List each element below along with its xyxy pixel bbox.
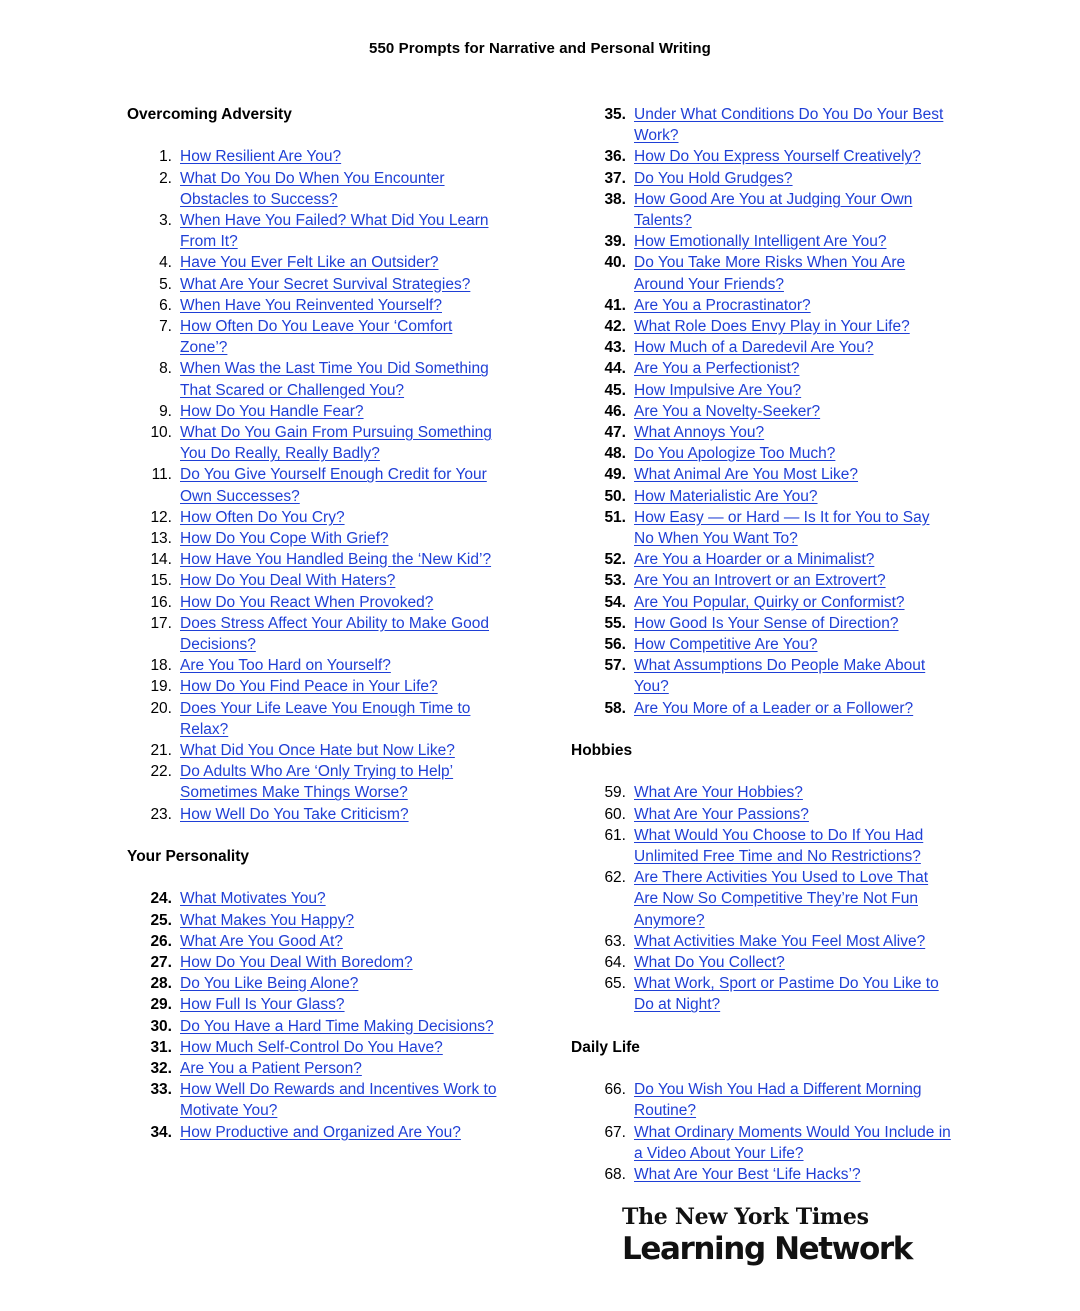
prompt-item bbox=[127, 1016, 537, 1037]
prompt-link[interactable]: Are You a Perfectionist? bbox=[634, 360, 800, 378]
prompt-number: 50. bbox=[604, 487, 626, 505]
prompt-item bbox=[127, 358, 537, 400]
prompt-link[interactable]: When Have You Failed? What Did You Learn From It? bbox=[180, 211, 489, 251]
prompt-item bbox=[127, 507, 537, 528]
prompt-number: 47. bbox=[604, 424, 626, 442]
prompt-item bbox=[571, 973, 991, 1015]
left-column bbox=[127, 104, 537, 1143]
prompt-number: 28. bbox=[150, 975, 172, 993]
prompt-number: 12. bbox=[150, 508, 172, 526]
prompt-item bbox=[127, 252, 537, 273]
prompt-link[interactable]: What Assumptions Do People Make About You? bbox=[634, 657, 926, 696]
prompt-number: 3. bbox=[159, 211, 172, 229]
prompt-item bbox=[571, 252, 991, 294]
prompt-item bbox=[571, 146, 991, 167]
prompt-item bbox=[571, 634, 991, 655]
prompt-number: 62. bbox=[604, 869, 626, 887]
prompt-number: 32. bbox=[150, 1060, 172, 1078]
prompt-item bbox=[127, 804, 537, 825]
prompt-number: 37. bbox=[604, 169, 626, 187]
prompt-link[interactable]: Does Your Life Leave You Enough Time to Relax? bbox=[180, 699, 471, 738]
prompt-link[interactable]: Do You Hold Grudges? bbox=[634, 169, 793, 187]
prompt-link[interactable]: What Would You Choose to Do If You Had Unlimited Free Time and No Restrictions? bbox=[634, 826, 924, 866]
prompt-item bbox=[127, 592, 537, 613]
prompt-number: 1. bbox=[159, 148, 172, 166]
prompt-link[interactable]: How Do You Deal With Haters? bbox=[180, 572, 396, 590]
prompt-number: 67. bbox=[604, 1123, 626, 1141]
prompt-number: 25. bbox=[150, 911, 172, 929]
prompt-link[interactable]: Are You Popular, Quirky or Conformist? bbox=[634, 593, 905, 611]
prompt-number: 16. bbox=[150, 593, 172, 611]
logo-line-learning-network: Learning Network bbox=[622, 1231, 912, 1267]
prompt-link[interactable]: How Do You Cope With Grief? bbox=[180, 530, 389, 548]
prompt-link[interactable]: How Impulsive Are You? bbox=[634, 381, 802, 399]
prompt-link[interactable]: Are You an Introvert or an Extrovert? bbox=[634, 572, 886, 590]
prompt-number: 22. bbox=[150, 763, 172, 781]
prompt-link[interactable]: When Have You Reinvented Yourself? bbox=[180, 296, 442, 314]
prompt-link[interactable]: What Do You Gain From Pursuing Something You Do Really, Really Badly? bbox=[180, 424, 492, 463]
prompt-item bbox=[571, 1164, 991, 1185]
prompt-item bbox=[571, 104, 991, 146]
page-title: 550 Prompts for Narrative and Personal Writing bbox=[369, 40, 711, 57]
prompt-item bbox=[571, 231, 991, 252]
prompt-item bbox=[571, 592, 991, 613]
prompt-link[interactable]: How Do You Deal With Boredom? bbox=[180, 954, 413, 972]
prompt-number: 31. bbox=[150, 1038, 172, 1056]
section-heading-hobbies: Hobbies bbox=[571, 742, 633, 760]
prompt-number: 61. bbox=[604, 826, 626, 844]
prompt-item bbox=[571, 422, 991, 443]
prompt-number: 9. bbox=[159, 402, 172, 420]
prompt-number: 34. bbox=[150, 1123, 172, 1141]
prompt-item bbox=[571, 189, 991, 231]
prompt-number: 54. bbox=[604, 593, 626, 611]
prompt-item bbox=[127, 464, 537, 506]
prompt-link[interactable]: What Work, Sport or Pastime Do You Like to Do at Night? bbox=[634, 975, 939, 1014]
prompt-number: 33. bbox=[150, 1081, 172, 1099]
prompt-item bbox=[571, 613, 991, 634]
prompt-number: 41. bbox=[604, 296, 626, 314]
logo-line-nyt: The New York Times bbox=[622, 1204, 869, 1230]
prompt-item bbox=[571, 1122, 991, 1164]
prompt-item bbox=[571, 316, 991, 337]
heading-spacer bbox=[571, 761, 991, 782]
prompt-link[interactable]: What Ordinary Moments Would You Include in a Video About Your Life? bbox=[634, 1123, 951, 1162]
prompt-link[interactable]: What Motivates You? bbox=[180, 890, 326, 908]
prompt-item bbox=[127, 210, 537, 252]
prompt-item bbox=[127, 1122, 537, 1143]
prompt-item bbox=[571, 867, 991, 931]
prompt-item bbox=[571, 380, 991, 401]
prompt-link[interactable]: How Competitive Are You? bbox=[634, 636, 818, 654]
prompt-item bbox=[127, 676, 537, 697]
prompt-link[interactable]: What Are Your Hobbies? bbox=[634, 784, 803, 802]
section-heading-your-personality: Your Personality bbox=[127, 848, 250, 866]
prompt-number: 30. bbox=[150, 1017, 172, 1035]
prompt-item bbox=[571, 358, 991, 379]
prompt-item bbox=[127, 274, 537, 295]
heading-spacer bbox=[571, 1058, 991, 1079]
right-column bbox=[571, 104, 991, 1185]
prompt-link[interactable]: Are There Activities You Used to Love That Are Now So Competitive They’re Not Fun Anymore? bbox=[634, 869, 929, 929]
prompt-link[interactable]: Are You a Patient Person? bbox=[180, 1060, 362, 1078]
prompt-link[interactable]: How Resilient Are You? bbox=[180, 148, 342, 166]
prompt-link[interactable]: What Role Does Envy Play in Your Life? bbox=[634, 318, 910, 336]
prompt-link[interactable]: Do You Have a Hard Time Making Decisions? bbox=[180, 1017, 494, 1035]
prompt-number: 55. bbox=[604, 614, 626, 632]
prompt-item bbox=[127, 168, 537, 210]
prompt-number: 42. bbox=[604, 318, 626, 336]
prompt-number: 29. bbox=[150, 996, 172, 1014]
prompt-link[interactable]: How Do You Find Peace in Your Life? bbox=[180, 678, 438, 696]
prompt-number: 38. bbox=[604, 190, 626, 208]
prompt-number: 65. bbox=[604, 975, 626, 993]
prompt-item bbox=[127, 761, 537, 803]
prompt-item bbox=[127, 655, 537, 676]
prompt-link[interactable]: How Do You Handle Fear? bbox=[180, 402, 364, 420]
prompt-link[interactable]: What Do You Do When You Encounter Obstacles to Success? bbox=[180, 169, 445, 208]
prompt-item bbox=[127, 1058, 537, 1079]
prompt-link[interactable]: When Was the Last Time You Did Something That Scared or Challenged You? bbox=[180, 360, 489, 399]
prompt-link[interactable]: How Well Do Rewards and Incentives Work to Motivate You? bbox=[180, 1081, 497, 1120]
prompt-link[interactable]: What Animal Are You Most Like? bbox=[634, 466, 859, 484]
prompt-number: 18. bbox=[150, 657, 172, 675]
prompt-number: 45. bbox=[604, 381, 626, 399]
prompt-link[interactable]: What Are Your Passions? bbox=[634, 805, 809, 823]
prompt-link[interactable]: Have You Ever Felt Like an Outsider? bbox=[180, 254, 439, 272]
prompt-number: 57. bbox=[604, 657, 626, 675]
prompt-item bbox=[127, 931, 537, 952]
prompt-item bbox=[127, 613, 537, 655]
prompt-link[interactable]: Are You a Hoarder or a Minimalist? bbox=[634, 551, 875, 569]
prompt-number: 23. bbox=[150, 805, 172, 823]
prompt-number: 10. bbox=[150, 424, 172, 442]
prompt-link[interactable]: How Materialistic Are You? bbox=[634, 487, 818, 505]
prompt-item bbox=[127, 316, 537, 358]
prompt-link[interactable]: Are You a Procrastinator? bbox=[634, 296, 811, 314]
prompt-item bbox=[571, 486, 991, 507]
prompt-number: 35. bbox=[604, 106, 626, 123]
prompt-number: 60. bbox=[604, 805, 626, 823]
prompt-item bbox=[127, 401, 537, 422]
prompt-link[interactable]: How Have You Handled Being the ‘New Kid’? bbox=[180, 551, 492, 569]
prompt-number: 11. bbox=[151, 466, 172, 484]
prompt-number: 19. bbox=[150, 678, 172, 696]
prompt-number: 36. bbox=[604, 148, 626, 166]
prompt-link[interactable]: Under What Conditions Do You Do Your Best Work? bbox=[634, 106, 944, 145]
prompt-item bbox=[127, 740, 537, 761]
prompt-link[interactable]: Do You Take More Risks When You Are Around Your Friends? bbox=[634, 254, 906, 293]
prompt-item bbox=[127, 1037, 537, 1058]
prompt-item bbox=[571, 401, 991, 422]
prompt-number: 20. bbox=[150, 699, 172, 717]
prompt-item bbox=[127, 994, 537, 1015]
prompt-item bbox=[127, 888, 537, 909]
prompt-link[interactable]: Do You Like Being Alone? bbox=[180, 975, 359, 993]
prompt-item bbox=[571, 443, 991, 464]
prompt-number: 52. bbox=[604, 551, 626, 569]
prompt-number: 6. bbox=[159, 296, 172, 314]
prompt-link[interactable]: Do You Apologize Too Much? bbox=[634, 445, 836, 463]
prompt-number: 51. bbox=[604, 508, 626, 526]
prompt-item bbox=[127, 295, 537, 316]
prompt-number: 40. bbox=[604, 254, 626, 272]
prompt-number: 4. bbox=[159, 254, 172, 272]
prompt-item bbox=[571, 168, 991, 189]
prompt-number: 43. bbox=[604, 339, 626, 357]
prompt-item bbox=[127, 698, 537, 740]
prompt-link[interactable]: How Easy — or Hard — Is It for You to Say No When You Want To? bbox=[634, 508, 930, 548]
prompt-number: 49. bbox=[604, 466, 626, 484]
section-spacer bbox=[571, 719, 991, 740]
prompt-link[interactable]: What Are Your Best ‘Life Hacks’? bbox=[634, 1166, 861, 1184]
prompt-number: 21. bbox=[150, 742, 172, 760]
prompt-item bbox=[127, 910, 537, 931]
prompt-number: 56. bbox=[604, 636, 626, 654]
prompt-link[interactable]: How Good Are You at Judging Your Own Talents? bbox=[634, 190, 913, 230]
prompt-link[interactable]: Are You Too Hard on Yourself? bbox=[180, 657, 391, 675]
prompt-item bbox=[571, 337, 991, 358]
prompt-link[interactable]: Are You a Novelty-Seeker? bbox=[634, 402, 821, 420]
prompt-number: 68. bbox=[604, 1166, 626, 1184]
prompt-item bbox=[571, 804, 991, 825]
prompt-item bbox=[127, 570, 537, 591]
prompt-link[interactable]: How Full Is Your Glass? bbox=[180, 996, 345, 1014]
prompt-number: 64. bbox=[604, 954, 626, 972]
prompt-link[interactable]: How Do You Express Yourself Creatively? bbox=[634, 148, 921, 166]
prompt-number: 17. bbox=[150, 614, 172, 632]
prompt-item bbox=[571, 698, 991, 719]
prompt-item bbox=[127, 146, 537, 167]
prompt-link[interactable]: What Makes You Happy? bbox=[180, 911, 355, 929]
prompt-number: 66. bbox=[604, 1081, 626, 1099]
prompt-link[interactable]: How Emotionally Intelligent Are You? bbox=[634, 233, 887, 251]
nyt-learning-network-logo bbox=[622, 1203, 912, 1267]
prompt-number: 24. bbox=[150, 890, 172, 908]
prompt-item bbox=[571, 782, 991, 803]
prompt-item bbox=[571, 952, 991, 973]
prompt-number: 46. bbox=[604, 402, 626, 420]
prompt-link[interactable]: How Do You React When Provoked? bbox=[180, 593, 434, 611]
prompt-link[interactable]: How Well Do You Take Criticism? bbox=[180, 805, 409, 823]
prompt-number: 5. bbox=[159, 275, 172, 293]
prompt-link[interactable]: How Good Is Your Sense of Direction? bbox=[634, 614, 899, 632]
prompt-link[interactable]: How Often Do You Leave Your ‘Comfort Zone’? bbox=[180, 318, 453, 357]
prompt-number: 14. bbox=[150, 551, 172, 569]
prompt-number: 59. bbox=[604, 784, 626, 802]
prompt-item bbox=[127, 973, 537, 994]
prompt-item bbox=[571, 549, 991, 570]
prompt-number: 39. bbox=[604, 233, 626, 251]
heading-spacer bbox=[127, 867, 537, 888]
prompt-link[interactable]: What Are Your Secret Survival Strategies? bbox=[180, 275, 471, 293]
prompt-item bbox=[127, 952, 537, 973]
prompt-number: 27. bbox=[150, 954, 172, 972]
prompt-item bbox=[571, 931, 991, 952]
section-spacer bbox=[571, 1016, 991, 1037]
section-heading-overcoming-adversity: Overcoming Adversity bbox=[127, 106, 292, 123]
prompt-number: 8. bbox=[159, 360, 172, 378]
prompt-number: 63. bbox=[604, 932, 626, 950]
section-heading-daily-life: Daily Life bbox=[571, 1038, 640, 1056]
prompt-item bbox=[571, 1079, 991, 1121]
prompt-link[interactable]: How Much of a Daredevil Are You? bbox=[634, 339, 874, 357]
prompt-number: 15. bbox=[150, 572, 172, 590]
prompt-link[interactable]: How Much Self-Control Do You Have? bbox=[180, 1038, 443, 1056]
prompt-link[interactable]: Do Adults Who Are ‘Only Trying to Help’ Sometimes Make Things Worse? bbox=[180, 763, 454, 802]
prompt-link[interactable]: What Annoys You? bbox=[634, 424, 765, 442]
prompt-item bbox=[571, 295, 991, 316]
prompt-number: 7. bbox=[159, 318, 172, 335]
prompt-link[interactable]: How Productive and Organized Are You? bbox=[180, 1123, 461, 1141]
prompt-link[interactable]: Does Stress Affect Your Ability to Make Good Decisions? bbox=[180, 614, 490, 654]
prompt-number: 44. bbox=[604, 360, 626, 378]
prompt-item bbox=[571, 464, 991, 485]
prompt-link[interactable]: How Often Do You Cry? bbox=[180, 508, 345, 526]
heading-spacer bbox=[127, 125, 537, 146]
prompt-link[interactable]: What Are You Good At? bbox=[180, 932, 343, 950]
prompt-link[interactable]: What Do You Collect? bbox=[634, 954, 785, 972]
prompt-number: 53. bbox=[604, 572, 626, 590]
prompt-number: 2. bbox=[159, 169, 172, 187]
prompt-number: 48. bbox=[604, 445, 626, 463]
prompt-link[interactable]: What Activities Make You Feel Most Alive? bbox=[634, 932, 926, 950]
prompt-item bbox=[571, 825, 991, 867]
prompt-item bbox=[571, 570, 991, 591]
prompt-link[interactable]: Do You Give Yourself Enough Credit for Your Own Successes? bbox=[180, 466, 487, 505]
prompt-link[interactable]: Are You More of a Leader or a Follower? bbox=[634, 699, 914, 717]
prompt-item bbox=[127, 528, 537, 549]
prompt-link[interactable]: What Did You Once Hate but Now Like? bbox=[180, 742, 455, 760]
prompt-item bbox=[571, 655, 991, 697]
prompt-item bbox=[127, 549, 537, 570]
prompt-link[interactable]: Do You Wish You Had a Different Morning Routine? bbox=[634, 1081, 922, 1120]
prompt-number: 58. bbox=[604, 699, 626, 717]
prompt-number: 26. bbox=[150, 932, 172, 950]
section-spacer bbox=[127, 825, 537, 846]
prompt-item bbox=[127, 422, 537, 464]
prompt-number: 13. bbox=[150, 530, 172, 548]
prompt-item bbox=[127, 1079, 537, 1121]
prompt-item bbox=[571, 507, 991, 549]
